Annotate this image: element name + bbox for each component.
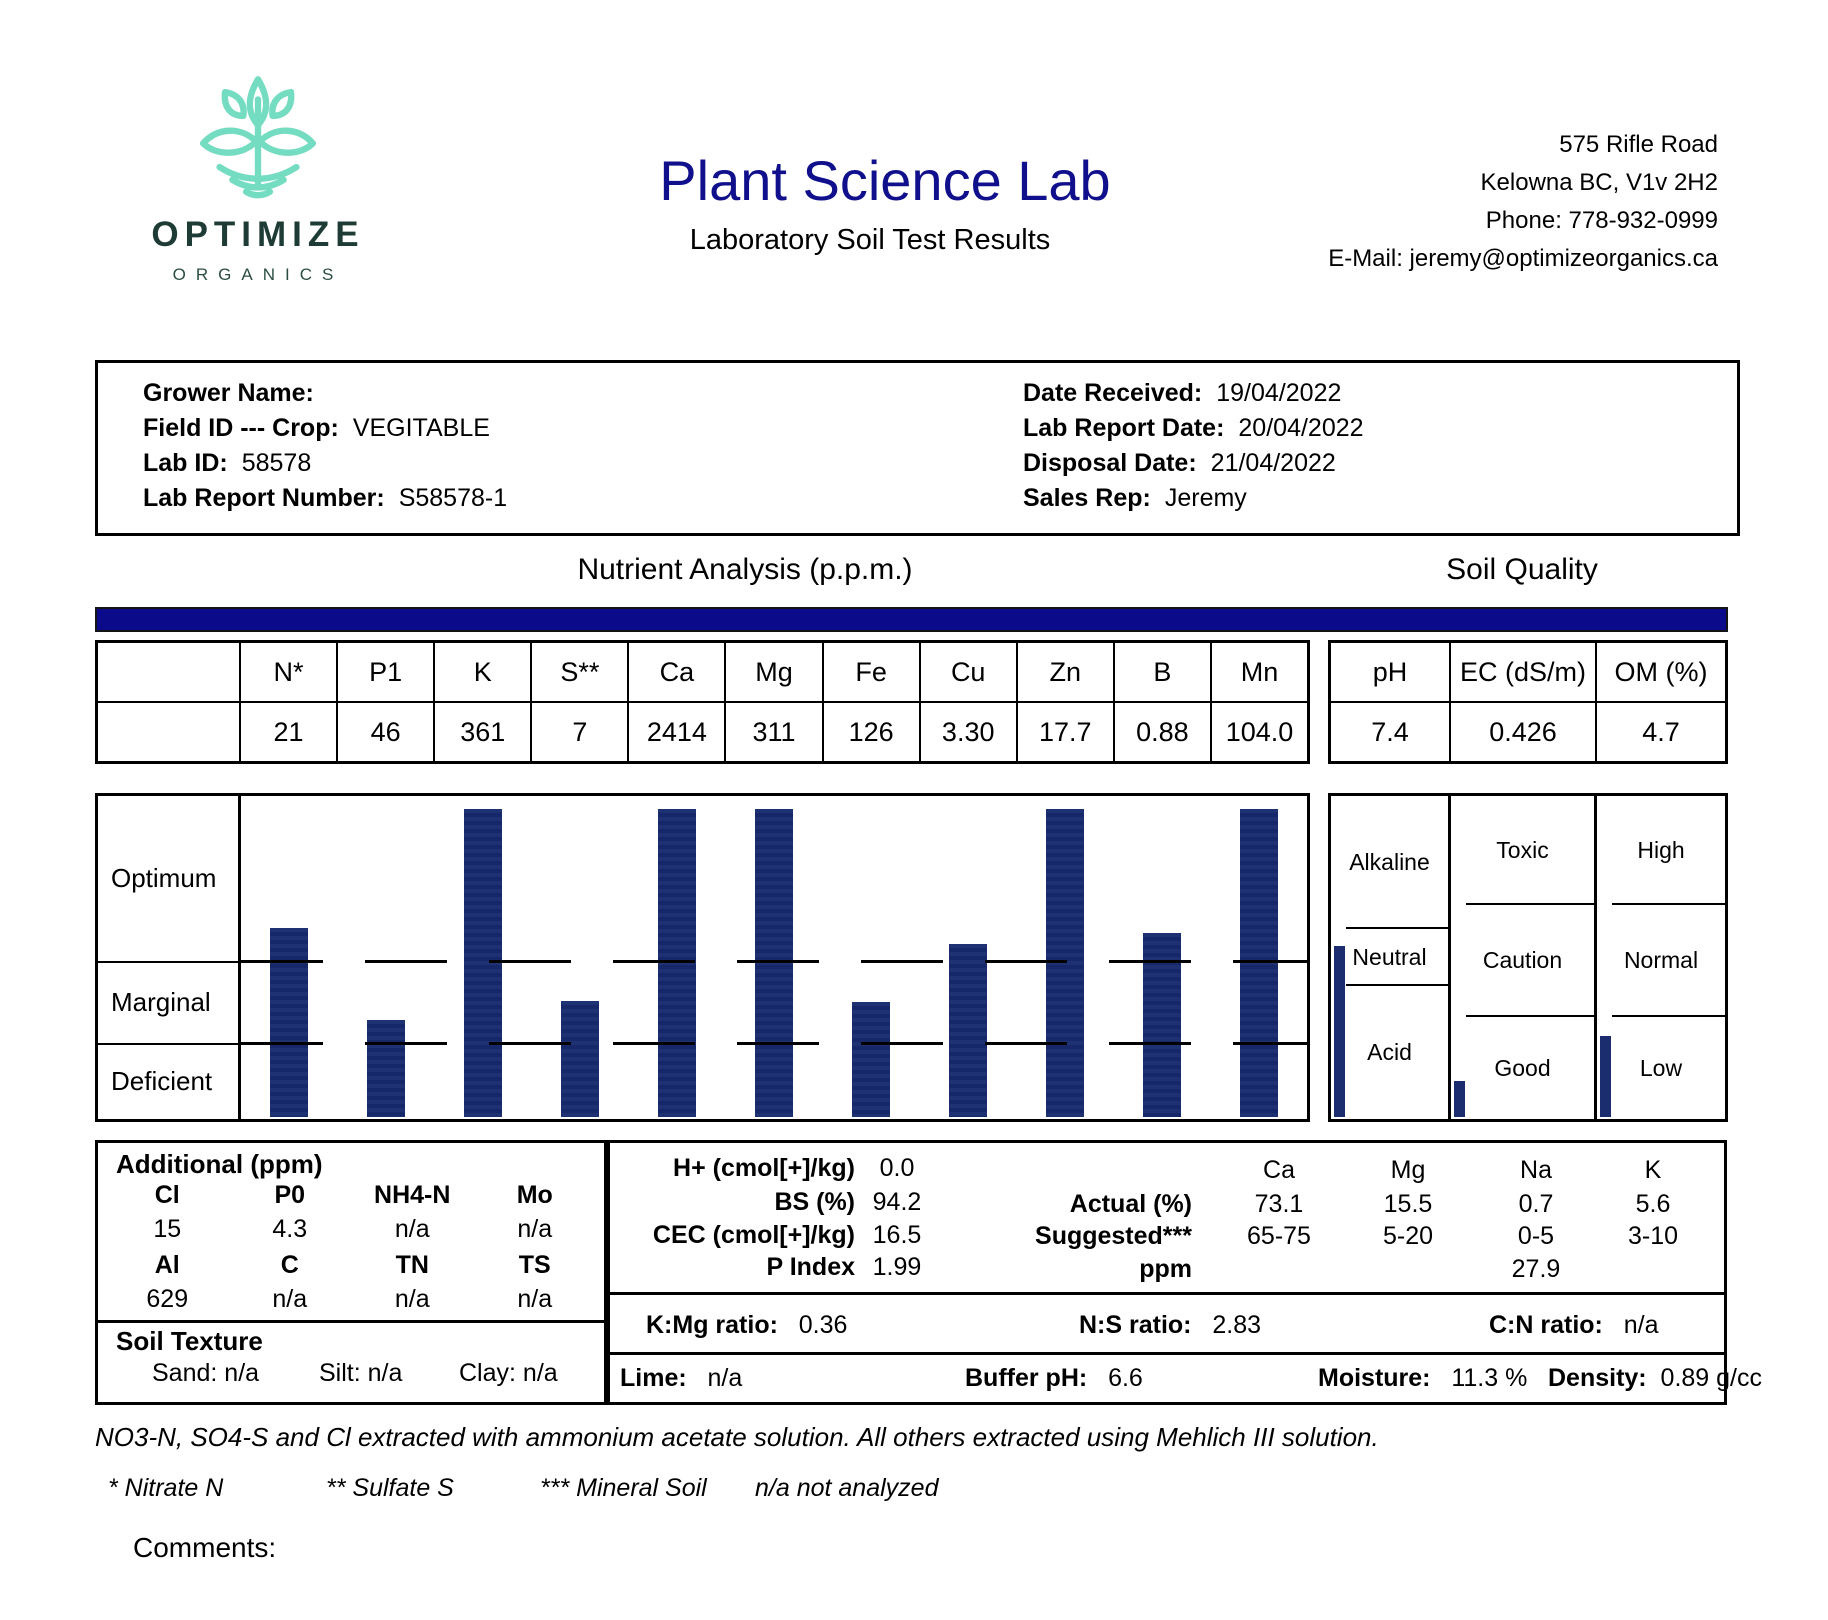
suggested-mg: 5-20 bbox=[1382, 1222, 1434, 1250]
sales-rep-row: Sales Rep: Jeremy bbox=[1023, 484, 1247, 512]
soil-texture-title: Soil Texture bbox=[116, 1326, 263, 1356]
header-cell-ec: EC (dS/m) bbox=[1451, 643, 1597, 703]
soil-quality-value-row bbox=[1331, 703, 1725, 761]
normal-band: Normal bbox=[1623, 947, 1699, 974]
actual-na: 0.7 bbox=[1518, 1190, 1554, 1218]
sample-info-box bbox=[95, 360, 1740, 536]
value-cell-om: 4.7 bbox=[1642, 716, 1680, 747]
header-cell-b: B bbox=[1115, 643, 1212, 703]
marginal-band-label: Marginal bbox=[98, 963, 238, 1045]
value-cell-ca: 2414 bbox=[629, 703, 726, 761]
ratio-divider bbox=[607, 1292, 1727, 1295]
page-title: Plant Science Lab bbox=[659, 149, 1111, 212]
additional-header-row-2: Al C TN TS bbox=[154, 1251, 551, 1279]
quality-band-line bbox=[1346, 927, 1448, 929]
ec-level-bar bbox=[1454, 1081, 1465, 1117]
brand-subname: ORGANICS bbox=[172, 265, 344, 284]
additional-value-row-1: 15 4.3 n/a n/a bbox=[153, 1215, 553, 1243]
header-cell-fe: Fe bbox=[824, 643, 921, 703]
nutrient-bar-P1 bbox=[367, 1020, 405, 1117]
address-line: Kelowna BC, V1v 2H2 bbox=[1480, 169, 1718, 196]
header-cell-p: P1 bbox=[338, 643, 435, 703]
quality-band-line bbox=[1612, 903, 1725, 905]
suggested-ca: 65-75 bbox=[1247, 1222, 1311, 1250]
ph-gauge bbox=[1331, 796, 1451, 1119]
nutrient-bar-S bbox=[561, 1001, 599, 1117]
actual-mg: 15.5 bbox=[1383, 1190, 1433, 1218]
soil-quality-table bbox=[1328, 640, 1728, 764]
header-cell-n: N* bbox=[241, 643, 338, 703]
value-cell-n: 21 bbox=[241, 703, 338, 761]
ph-level-bar bbox=[1334, 946, 1345, 1117]
header-cell bbox=[98, 643, 241, 703]
saturation-col-k: K bbox=[1644, 1156, 1662, 1184]
value-cell-ec: 0.426 bbox=[1451, 703, 1597, 761]
good-band: Good bbox=[1494, 1054, 1551, 1081]
low-band: Low bbox=[1639, 1054, 1683, 1081]
mineral-soil-footnote: *** Mineral Soil bbox=[540, 1474, 707, 1502]
deficient-band-label: Deficient bbox=[111, 1066, 213, 1097]
address-line: E-Mail: jeremy@optimizeorganics.ca bbox=[1328, 245, 1718, 272]
value-cell-cu: 3.30 bbox=[921, 703, 1018, 761]
header-cell-ca: Ca bbox=[629, 643, 726, 703]
value-cell-fe: 126 bbox=[824, 703, 921, 761]
acid-band: Acid bbox=[1367, 1038, 1412, 1065]
quality-band-line bbox=[1466, 1015, 1594, 1017]
nutrient-bar-chart bbox=[95, 793, 1310, 1122]
nutrient-chart-band-labels bbox=[98, 796, 241, 1119]
neutral-band: Neutral bbox=[1352, 943, 1427, 970]
clay-value: Clay: n/a bbox=[459, 1359, 558, 1387]
saturation-col-na: Na bbox=[1520, 1156, 1552, 1184]
header-cell-mn: Mn bbox=[1212, 643, 1307, 703]
h-plus-label: H+ (cmol[+]/kg) bbox=[673, 1154, 855, 1182]
band-boundary-line bbox=[241, 960, 1307, 963]
nutrient-bar-N bbox=[270, 928, 308, 1117]
nitrate-footnote: * Nitrate N bbox=[108, 1474, 224, 1502]
actual-k: 5.6 bbox=[1635, 1190, 1671, 1218]
address-line: Phone: 778-932-0999 bbox=[1485, 207, 1718, 234]
date-received-row: Date Received: 19/04/2022 bbox=[1023, 379, 1342, 407]
toxic-band: Toxic bbox=[1496, 836, 1549, 863]
header-cell-k: K bbox=[435, 643, 532, 703]
nutrient-bar-Fe bbox=[852, 1002, 890, 1117]
nutrient-table bbox=[95, 640, 1310, 764]
kmg-ratio: K:Mg ratio: 0.36 bbox=[646, 1311, 848, 1339]
ec-gauge bbox=[1451, 796, 1597, 1119]
nutrient-bar-Cu bbox=[949, 944, 987, 1117]
cec-value: 16.5 bbox=[872, 1221, 922, 1249]
ppm-label: ppm bbox=[1139, 1255, 1192, 1283]
value-cell-ph: 7.4 bbox=[1331, 703, 1451, 761]
ppm-na: 27.9 bbox=[1511, 1255, 1561, 1283]
density-value: Density: 0.89 g/cc bbox=[1548, 1364, 1762, 1392]
additional-title: Additional (ppm) bbox=[116, 1149, 323, 1179]
h-plus-value: 0.0 bbox=[879, 1154, 915, 1182]
saturation-col-ca: Ca bbox=[1263, 1156, 1295, 1184]
soil-quality-gauges bbox=[1328, 793, 1728, 1122]
soil-texture-divider bbox=[95, 1320, 607, 1323]
suggested-k: 3-10 bbox=[1627, 1222, 1679, 1250]
bs-value: 94.2 bbox=[872, 1188, 922, 1216]
quality-band-line bbox=[1466, 903, 1594, 905]
grower-name-row: Grower Name: bbox=[143, 379, 314, 407]
suggested-na: 0-5 bbox=[1517, 1222, 1555, 1250]
value-cell-mg: 311 bbox=[726, 703, 823, 761]
optimum-band-label: Optimum bbox=[98, 796, 238, 963]
header-cell-ph: pH bbox=[1331, 643, 1451, 703]
actual-label: Actual (%) bbox=[1069, 1190, 1192, 1218]
value-cell-p: 46 bbox=[338, 703, 435, 761]
section-divider-bar bbox=[95, 607, 1728, 632]
extraction-note: NO3-N, SO4-S and Cl extracted with ammonium acetate solution. All others extracted using Mehlich III solution. bbox=[95, 1422, 1379, 1452]
brand-name: OPTIMIZE bbox=[151, 215, 365, 254]
lab-id-row: Lab ID: 58578 bbox=[143, 449, 312, 477]
suggested-label: Suggested*** bbox=[1035, 1222, 1192, 1250]
nutrient-table-value-row bbox=[98, 703, 1307, 761]
value-cell-k: 361 bbox=[435, 703, 532, 761]
p-index-label: P Index bbox=[766, 1253, 855, 1281]
alkaline-band: Alkaline bbox=[1349, 849, 1430, 876]
additional-ppm-box bbox=[95, 1140, 607, 1405]
value-cell-b: 0.88 bbox=[1115, 703, 1212, 761]
header-cell-zn: Zn bbox=[1018, 643, 1115, 703]
lab-report-number-row: Lab Report Number: S58578-1 bbox=[143, 484, 508, 512]
om-gauge bbox=[1597, 796, 1725, 1119]
nutrient-section-title: Nutrient Analysis (p.p.m.) bbox=[577, 553, 913, 586]
physical-divider bbox=[607, 1352, 1727, 1355]
actual-ca: 73.1 bbox=[1254, 1190, 1304, 1218]
high-band: High bbox=[1637, 836, 1685, 863]
additional-header-row-1: Cl P0 NH4-N Mo bbox=[154, 1181, 553, 1209]
logo bbox=[130, 70, 386, 285]
value-cell-s: 7 bbox=[532, 703, 629, 761]
additional-value-row-2: 629 n/a n/a n/a bbox=[146, 1285, 553, 1313]
cn-ratio: C:N ratio: n/a bbox=[1489, 1311, 1659, 1339]
cec-saturation-box bbox=[607, 1140, 1762, 1405]
p-index-value: 1.99 bbox=[872, 1253, 922, 1281]
om-level-bar bbox=[1600, 1036, 1611, 1117]
sand-value: Sand: n/a bbox=[152, 1359, 260, 1387]
value-cell bbox=[98, 703, 241, 761]
buffer-ph-value: Buffer pH: 6.6 bbox=[965, 1364, 1143, 1392]
soil-quality-header-row bbox=[1331, 643, 1725, 703]
lab-report-date-row: Lab Report Date: 20/04/2022 bbox=[1023, 414, 1364, 442]
value-cell-zn: 17.7 bbox=[1018, 703, 1115, 761]
saturation-col-mg: Mg bbox=[1390, 1156, 1426, 1184]
plant-logo-icon bbox=[194, 189, 322, 206]
lime-value: Lime: n/a bbox=[620, 1364, 743, 1392]
header-cell-mg: Mg bbox=[726, 643, 823, 703]
sample-info-right bbox=[1023, 376, 1364, 516]
band-boundary-line bbox=[241, 1042, 1307, 1045]
sample-info-left bbox=[143, 376, 507, 516]
quality-band-line bbox=[1346, 984, 1448, 986]
header-cell-cu: Cu bbox=[921, 643, 1018, 703]
na-footnote: n/a not analyzed bbox=[755, 1474, 939, 1502]
address-line: 575 Rifle Road bbox=[1559, 131, 1718, 158]
field-crop-row: Field ID --- Crop: VEGITABLE bbox=[143, 414, 490, 442]
caution-band: Caution bbox=[1482, 947, 1563, 974]
lab-address bbox=[1328, 126, 1718, 278]
soil-quality-section-title: Soil Quality bbox=[1446, 553, 1598, 586]
comments-label: Comments: bbox=[133, 1532, 277, 1563]
nutrient-chart-plot-area bbox=[241, 796, 1307, 1119]
cec-label: CEC (cmol[+]/kg) bbox=[652, 1221, 855, 1249]
ns-ratio: N:S ratio: 2.83 bbox=[1079, 1311, 1262, 1339]
nutrient-table-header-row bbox=[98, 643, 1307, 703]
header-cell-om: OM (%) bbox=[1597, 643, 1725, 703]
silt-value: Silt: n/a bbox=[319, 1359, 403, 1387]
moisture-value: Moisture: 11.3 % bbox=[1318, 1364, 1528, 1392]
header-cell-s: S** bbox=[532, 643, 629, 703]
quality-band-line bbox=[1612, 1015, 1725, 1017]
value-cell-mn: 104.0 bbox=[1225, 716, 1294, 747]
disposal-date-row: Disposal Date: 21/04/2022 bbox=[1023, 449, 1336, 477]
bs-label: BS (%) bbox=[774, 1188, 855, 1216]
page-subtitle: Laboratory Soil Test Results bbox=[689, 224, 1051, 256]
sulfate-footnote: ** Sulfate S bbox=[326, 1474, 454, 1502]
